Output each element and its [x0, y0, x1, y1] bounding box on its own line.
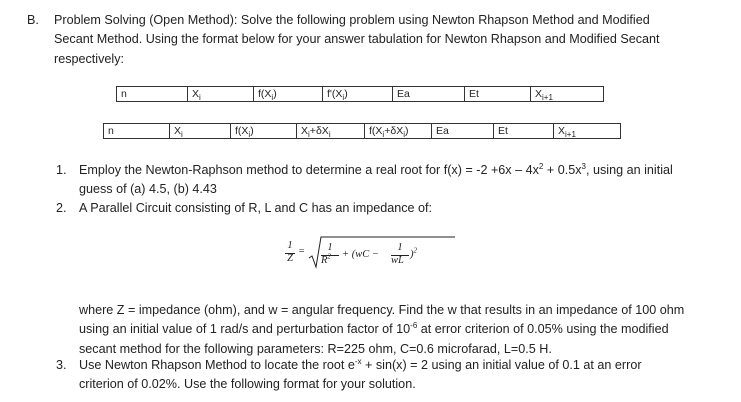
problem-2-where-text [79, 301, 684, 359]
col-n: n [117, 87, 188, 102]
col-n: n [104, 124, 170, 139]
problem-number: 2. [56, 201, 67, 215]
col-fprime-xi: $f'(X_i)$ [323, 87, 393, 102]
problem-number: 1. [56, 163, 67, 177]
modified-secant-table [103, 123, 621, 139]
intro-line: Problem Solving (Open Method): Solve the following problem using Newton Rhapson Method and Modified [54, 13, 650, 27]
table-header-row [117, 87, 604, 102]
closing-paren: )$^2$ [410, 246, 417, 260]
col-xi: $X_i$ [188, 87, 254, 102]
inductive-numerator: 1 [397, 242, 403, 253]
col-et: Et [494, 124, 554, 139]
problem-line: Employ the Newton-Raphson method to determine a real root for $f(x) = -2 +6x - 4x^2 + 0.5x^3$, using an initial [79, 161, 673, 177]
col-xi-plus-1: $X_{i+1}$ [554, 124, 621, 139]
inductive-denominator: wL [391, 255, 404, 266]
problem-number: 3. [56, 358, 67, 372]
radicand-numerator: 1 [327, 242, 333, 253]
intro-line: respectively: [54, 51, 124, 66]
col-ea: Ea [393, 87, 465, 102]
col-ea: Ea [432, 124, 494, 139]
col-xi: $X_i$ [170, 124, 231, 139]
problem-line: criterion of 0.02%. Use the following format for your solution. [79, 377, 416, 392]
section-letter: B. [27, 13, 39, 27]
newton-raphson-table [116, 86, 604, 102]
problem-line: guess of (a) 4.5, (b) 4.43 [79, 182, 217, 197]
col-et: Et [465, 87, 531, 102]
equals-sign: = [298, 246, 306, 257]
intro-line: Secant Method. Using the format below for your answer tabulation for Newton Rhapson and Modified Secant [54, 32, 660, 47]
problem-1-text [79, 161, 673, 200]
table-header-row [104, 124, 621, 139]
problem-2-text: A Parallel Circuit consisting of R, L and C has an impedance of: [79, 201, 433, 215]
capacitive-term: + (wC − [342, 249, 379, 260]
impedance-formula [283, 234, 463, 274]
col-f-xi-plus-delta: $f(X_i+\delta X_i)$ [365, 124, 432, 139]
section-intro [54, 11, 660, 69]
col-xi-plus-delta: $X_i+\delta X_i$ [297, 124, 365, 139]
radicand-denominator: $R^2$ [321, 252, 331, 266]
problem-line: secant method for the following parameters: R=225 ohm, C=0.6 microfarad, L=0.5 H. [79, 341, 552, 356]
col-fxi: $f(X_i)$ [231, 124, 297, 139]
problem-line: where Z = impedance (ohm), and w = angular frequency. Find the w that results in an impedance of 100 ohm [79, 303, 685, 317]
problem-3-text [79, 356, 642, 395]
fraction-denominator: Z [287, 253, 293, 264]
fraction-numerator: 1 [287, 240, 293, 251]
col-fxi: $f(X_i)$ [254, 87, 323, 102]
problem-line: Use Newton Rhapson Method to locate the root $e^{-x} + \sin(x) = 2$ using an initial value of 0.1 at an error [79, 356, 642, 372]
problem-line: using an initial value of 1 rad/s and perturbation factor of $10^{-6}$ at error criterion of 0.05% using the modified [79, 321, 669, 337]
col-xi-plus-1: $X_{i+1}$ [531, 87, 604, 102]
